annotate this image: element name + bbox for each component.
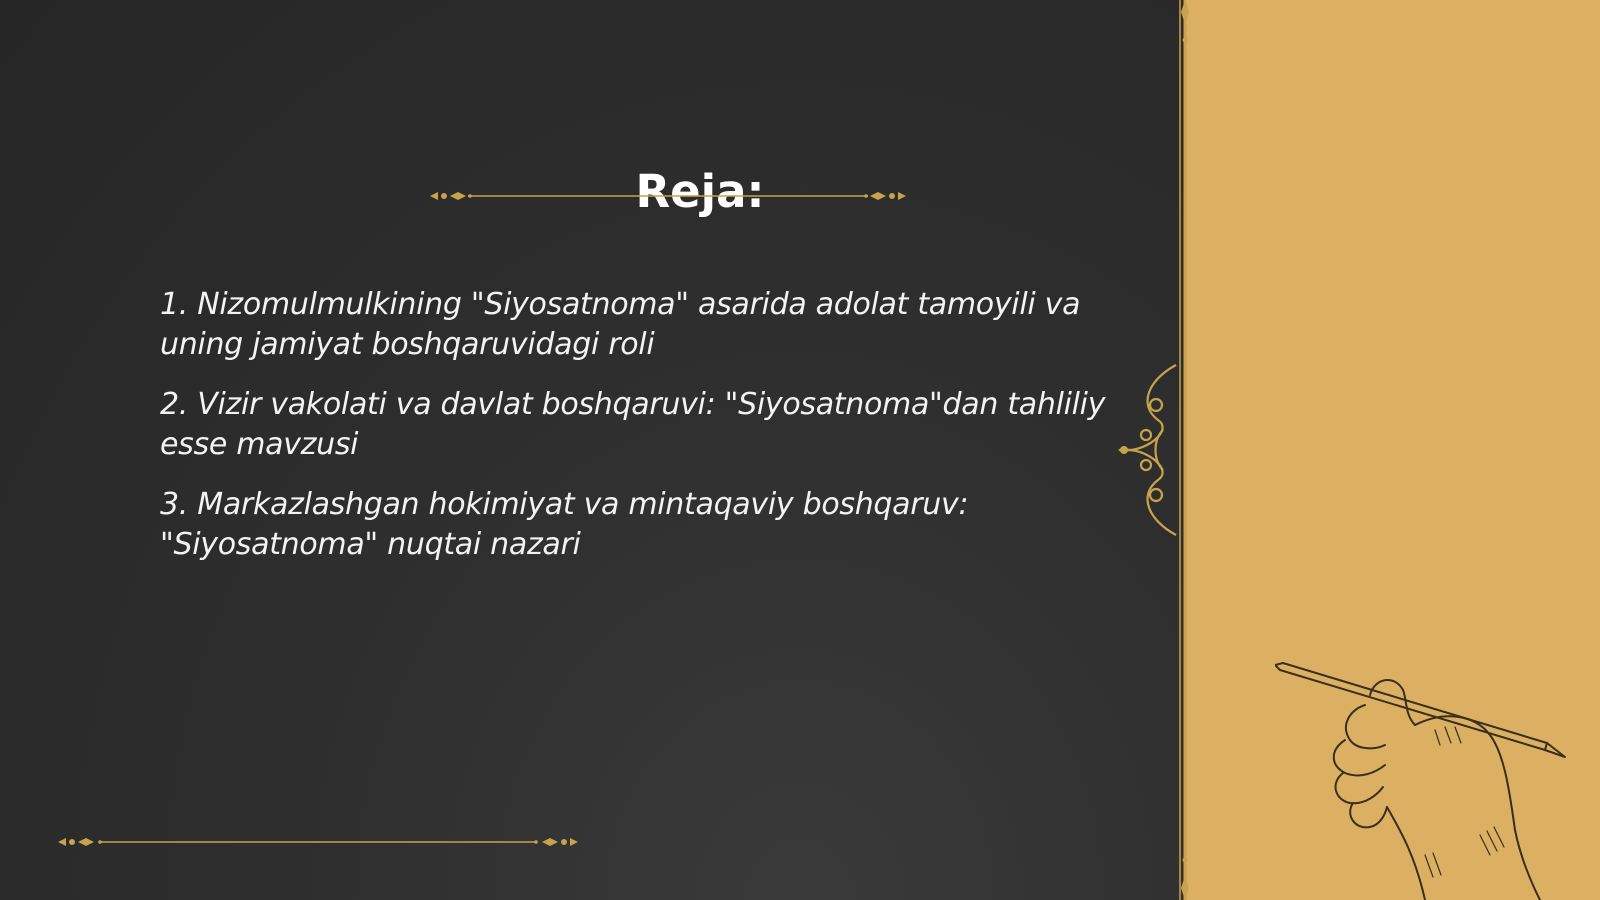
plan-item-2: 2. Vizir vakolati va davlat boshqaruvi: "Siyosatnoma"dan tahliliy esse mavzusi	[160, 387, 1106, 462]
hand-writing-pencil-icon	[1275, 655, 1585, 900]
plan-list	[160, 285, 1120, 585]
title-divider	[428, 186, 908, 206]
plan-item-3: 3. Markazlashgan hokimiyat va mintaqaviy boshqaruv: "Siyosatnoma" nuqtai nazari	[160, 487, 969, 562]
plan-item-1: 1. Nizomulmulkining "Siyosatnoma" asarida adolat tamoyili va uning jamiyat boshqaruvidagi roli	[160, 287, 1081, 362]
bottom-divider	[56, 832, 580, 852]
slide-title: Reja:	[635, 165, 765, 219]
scroll-ornament-icon	[1118, 360, 1178, 540]
